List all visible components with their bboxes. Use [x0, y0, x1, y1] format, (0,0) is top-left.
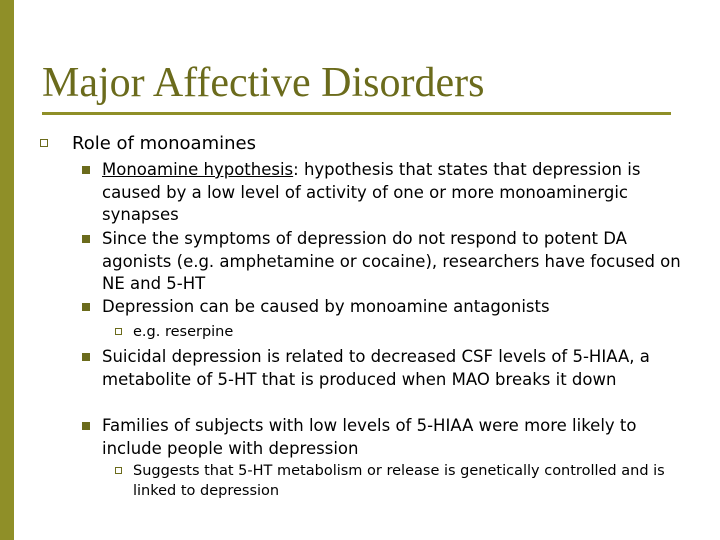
- hollow-square-bullet-icon: [40, 139, 48, 147]
- hypothesis-term: Monoamine hypothesis: [102, 160, 294, 179]
- point-text: Depression can be caused by monoamine antagonists: [102, 297, 550, 316]
- hollow-square-bullet-icon: [115, 467, 122, 474]
- sub-point-text: e.g. reserpine: [133, 324, 234, 340]
- point-text: Families of subjects with low levels of 5-HIAA were more likely to include people with depression: [102, 416, 637, 458]
- left-accent-bar: [0, 0, 14, 540]
- hypothesis-definition: : hypothesis that states that depression is caused by a low level of activity of one or more monoaminergic synapses: [102, 160, 641, 224]
- square-bullet-icon: [82, 235, 90, 243]
- section-heading: Role of monoamines: [72, 133, 256, 154]
- square-bullet-icon: [82, 303, 90, 311]
- point-text: Since the symptoms of depression do not respond to potent DA agonists (e.g. amphetamine or cocaine), researchers have focused on NE and 5-HT: [102, 229, 681, 293]
- square-bullet-icon: [82, 422, 90, 430]
- point-text: Suicidal depression is related to decreased CSF levels of 5-HIAA, a metabolite of 5-HT that is produced when MAO breaks it down: [102, 347, 650, 389]
- sub-point-text: Suggests that 5-HT metabolism or release is genetically controlled and is linked to depression: [133, 463, 665, 499]
- hollow-square-bullet-icon: [115, 328, 122, 335]
- slide-title: Major Affective Disorders: [42, 60, 485, 106]
- title-divider: [42, 112, 671, 115]
- square-bullet-icon: [82, 353, 90, 361]
- square-bullet-icon: [82, 166, 90, 174]
